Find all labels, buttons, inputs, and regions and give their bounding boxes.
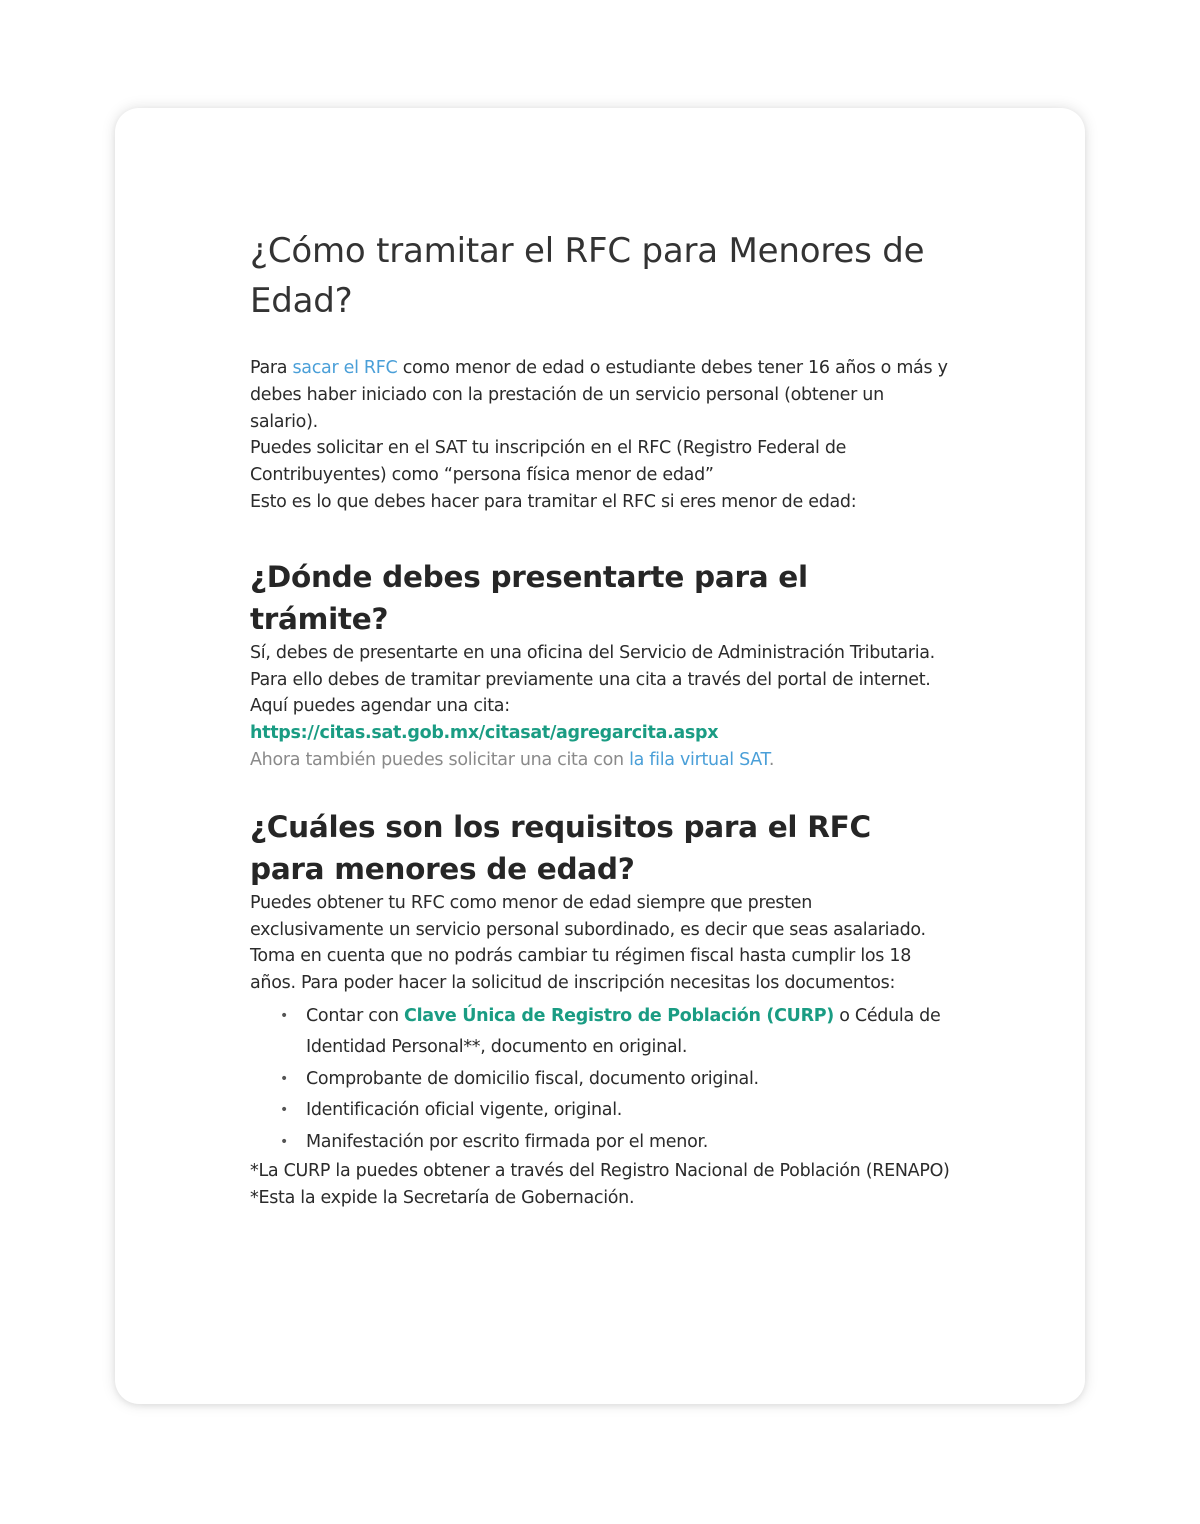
virtual-queue-paragraph (250, 747, 950, 774)
virtual-queue-period: . (768, 749, 775, 770)
fila-virtual-sat-link[interactable]: la fila virtual SAT (629, 749, 769, 770)
section-where-body (250, 640, 950, 774)
article-content (250, 226, 950, 1212)
citas-sat-link[interactable]: https://citas.sat.gob.mx/citasat/agregarcita.aspx (250, 723, 719, 744)
footnotes (250, 1158, 950, 1212)
list-item (280, 1064, 950, 1096)
bullet-text: Identificación oficial vigente, original. (306, 1100, 623, 1121)
document-card (115, 108, 1085, 1404)
bullet-icon: • (280, 1133, 288, 1150)
section-heading-where: ¿Dónde debes presentarte para el trámite? (250, 559, 808, 636)
requirements-list (250, 1001, 950, 1159)
where-paragraph: Sí, debes de presentarte en una oficina del Servicio de Administración Tributaria. Para ello debes de tramitar previamente una cita a través del portal de internet. (250, 642, 935, 690)
intro-paragraph-2: Puedes solicitar en el SAT tu inscripción en el RFC (Registro Federal de Contribuyentes) como “persona física menor de edad” (250, 438, 847, 486)
bullet-text-pre: Contar con (306, 1005, 405, 1026)
bullet-text-post: o Cédula de Identidad Personal**, documento en original. (306, 1005, 941, 1058)
appointment-text: Aquí puedes agendar una cita: (250, 696, 510, 717)
page-title: ¿Cómo tramitar el RFC para Menores de Edad? (250, 231, 925, 321)
sacar-rfc-link[interactable]: sacar el RFC (292, 358, 398, 378)
bullet-icon: • (280, 1070, 288, 1087)
section-requirements-body (250, 890, 950, 1212)
bullet-icon: • (280, 1102, 288, 1119)
appointment-paragraph (250, 693, 950, 747)
list-item (280, 1095, 950, 1127)
virtual-queue-text: Ahora también puedes solicitar una cita con (250, 749, 630, 770)
bullet-icon: • (280, 1007, 288, 1024)
intro-paragraph (250, 355, 950, 435)
intro-block (250, 355, 950, 516)
list-item (280, 1001, 950, 1064)
intro-text-post: como menor de edad o estudiante debes tener 16 años o más y debes haber iniciado con la prestación de un servicio personal (obtener un salario). (250, 358, 948, 432)
requirements-paragraph-2: Toma en cuenta que no podrás cambiar tu régimen fiscal hasta cumplir los 18 años. Para poder hacer la solicitud de inscripción necesitas los documentos: (250, 946, 912, 994)
bullet-text: Comprobante de domicilio fiscal, documento original. (306, 1068, 759, 1089)
footnote-curp: *La CURP la puedes obtener a través del Registro Nacional de Población (RENAPO) (250, 1161, 950, 1182)
footnote-secretaria: *Esta la expide la Secretaría de Gobernación. (250, 1188, 635, 1209)
curp-link[interactable]: Clave Única de Registro de Población (CURP) (404, 1005, 834, 1026)
intro-paragraph-3: Esto es lo que debes hacer para tramitar el RFC si eres menor de edad: (250, 491, 857, 512)
bullet-text: Manifestación por escrito firmada por el menor. (306, 1131, 709, 1152)
section-heading-requirements: ¿Cuáles son los requisitos para el RFC para menores de edad? (250, 809, 871, 886)
intro-text-pre: Para (250, 358, 293, 378)
list-item (280, 1127, 950, 1159)
requirements-paragraph-1: Puedes obtener tu RFC como menor de edad siempre que presten exclusivamente un servicio personal subordinado, es decir que seas asalariado. (250, 892, 926, 940)
